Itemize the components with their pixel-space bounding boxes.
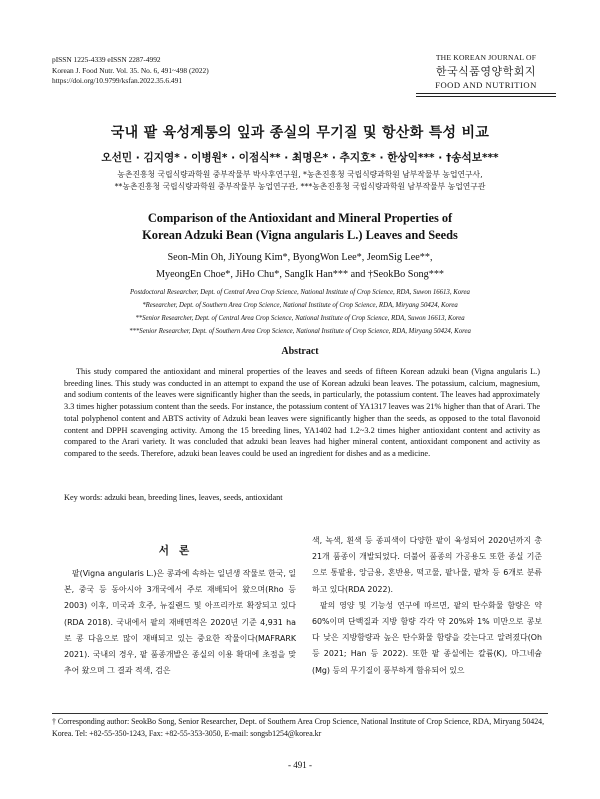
intro-column-right [312, 533, 542, 679]
authors-en-line: MyeongEn Choe*, JiHo Chu*, SangIk Han*** and †SeokBo Song*** [155, 269, 445, 280]
section-title-introduction: 서론 [158, 545, 200, 557]
title-english [40, 210, 560, 244]
affiliation-ko-line: 농촌진흥청 국립식량과학원 중부작물부 박사후연구원, *농촌진흥청 국립식량과학원 남부작물부 농업연구사, [117, 170, 483, 179]
affiliation-en-line: Postdoctoral Researcher, Dept. of Central Area Crop Science, National Institute of Crop Science, RDA, Suwon 16613, Korea [130, 289, 470, 296]
footnote-rule [52, 713, 548, 714]
keywords: Key words: adzuki bean, breeding lines, leaves, seeds, antioxidant [64, 493, 283, 502]
title-en-line: Korean Adzuki Bean (Vigna angularis L.) Leaves and Seeds [142, 228, 458, 242]
authors-english [40, 249, 560, 283]
intro-paragraph: 색, 녹색, 흰색 등 종피색이 다양한 팥이 육성되어 2020년까지 총 21개 품종이 개발되었다. 더불어 품종의 가공용도 또한 종실 기준으로 통팥용, 앙금용, 혼반용, 떡고물, 팥나물, 팥차 등 6개로 분류하고 있다(RDA 2022). [312, 536, 542, 594]
affiliation-ko-line: **농촌진흥청 국립식량과학원 중부작물부 농업연구관, ***농촌진흥청 국립식량과학원 남부작물부 농업연구관 [114, 182, 486, 191]
masthead-rule [416, 93, 556, 94]
corresponding-author-footnote: † Corresponding author: SeokBo Song, Senior Researcher, Dept. of Southern Area Crop Science, National Institute of Crop Science, RDA, Miryang 50424, Korea. Tel: +82-55-350-1243, Fax: +82-55-353-3050, E-mail: songsb1254@korea.kr [52, 717, 545, 738]
journal-name-food: FOOD AND NUTRITION [435, 80, 537, 90]
authors-en-line: Seon-Min Oh, JiYoung Kim*, ByongWon Lee*, JeomSig Lee**, [167, 252, 433, 263]
affiliation-en-line: **Senior Researcher, Dept. of Central Area Crop Science, National Institute of Crop Science, RDA, Suwon 16613, Korea [135, 315, 465, 322]
intro-column-left: 팥(Vigna angularis L.)은 콩과에 속하는 일년생 작물로 한국, 일본, 중국 등 동아시아 3개국에서 주로 재배되어 왔으며(Rho 등 2003) 이후, 미국과 호주, 뉴질랜드 및 아프리카로 확장되고 있다(RDA 2018). 국내에서 팥의 재배면적은 2020년 기준 4,931 ha로 콩 다음으로 많이 재배되고 있는 중요한 작물이다(MAFRARK 2021). 국내의 경우, 팥 품종개발은 종실의 이용 확대에 초점을 맞추어 왔으며 그 결과 적색, 검은 [64, 569, 296, 676]
authors-korean: 오선민 · 김지영* · 이병원* · 이점식** · 최명은* · 추지호* · 한상익*** · †송석보*** [101, 152, 499, 164]
affiliation-en-line: *Researcher, Dept. of Southern Area Crop Science, National Institute of Crop Science, RDA, Miryang 50424, Korea [142, 302, 458, 309]
affiliations-english [52, 286, 548, 338]
affiliation-en-line: ***Senior Researcher, Dept. of Southern Area Crop Science, National Institute of Crop Science, RDA, Miryang 50424, Korea [129, 328, 471, 335]
issn-line: pISSN 1225-4339 eISSN 2287-4992 [52, 55, 161, 64]
affiliations-korean [40, 169, 560, 193]
journal-name-en: THE KOREAN JOURNAL OF [435, 53, 537, 62]
abstract-text: This study compared the antioxidant and mineral properties of the leaves and seeds of fifteen Korean adzuki bean (Vigna angularis L.) breeding lines. This study was conducted in an attempt to expand the use of Korean adzuki bean leaves. The potassium, calcium, magnesium, and sodium contents of the leaves were significantly higher than the seeds, in particularly, the potassium content. The leaves had approximately 3.3 times higher potassium content than the seeds. For instance, the potassium content of YA1317 leaves was 21% higher than that of Arari. The total polyphenol content and ABTS activity of Adzuki bean leaves were significantly higher than the seeds, as opposed to the total flavonoid content and DPPH scavenging activity. Among the 15 breeding lines, YA1402 had 1.2~3.2 times higher antioxidant content and activity as compared to the Arari variety. It was concluded that adzuki bean leaves had higher mineral content, antioxidant component and activity as compared to the seeds. Therefore, adzuki bean leaves could be used an ingredient for dishes and as a medicine. [64, 367, 540, 458]
journal-citation-block [52, 55, 209, 87]
page-number: - 491 - [288, 760, 312, 770]
journal-masthead [416, 53, 556, 97]
doi-link[interactable]: https://doi.org/10.9799/ksfan.2022.35.6.491 [52, 76, 183, 86]
abstract-heading: Abstract [281, 346, 319, 357]
masthead-rule-thin [416, 96, 556, 97]
journal-name-ko: 한국식품영양학회지 [435, 65, 537, 78]
citation-line: Korean J. Food Nutr. Vol. 35. No. 6, 491~498 (2022) [52, 65, 209, 75]
title-en-line: Comparison of the Antioxidant and Mineral Properties of [147, 211, 453, 225]
title-korean: 국내 팥 육성계통의 잎과 종실의 무기질 및 항산화 특성 비교 [110, 125, 490, 141]
intro-paragraph: 팥의 영양 및 기능성 연구에 따르면, 팥의 탄수화물 함량은 약 60%이며 단백질과 지방 함량 각각 약 20%와 1% 미만으로 콩보다 낮은 지방함량과 높은 탄수화물 함량을 갖는다고 알려졌다(Oh 등 2021; Han 등 2022). 또한 팥 종실에는 칼륨(K), 마그네슘(Mg) 등의 무기질이 풍부하게 함유되어 있으 [312, 600, 542, 675]
